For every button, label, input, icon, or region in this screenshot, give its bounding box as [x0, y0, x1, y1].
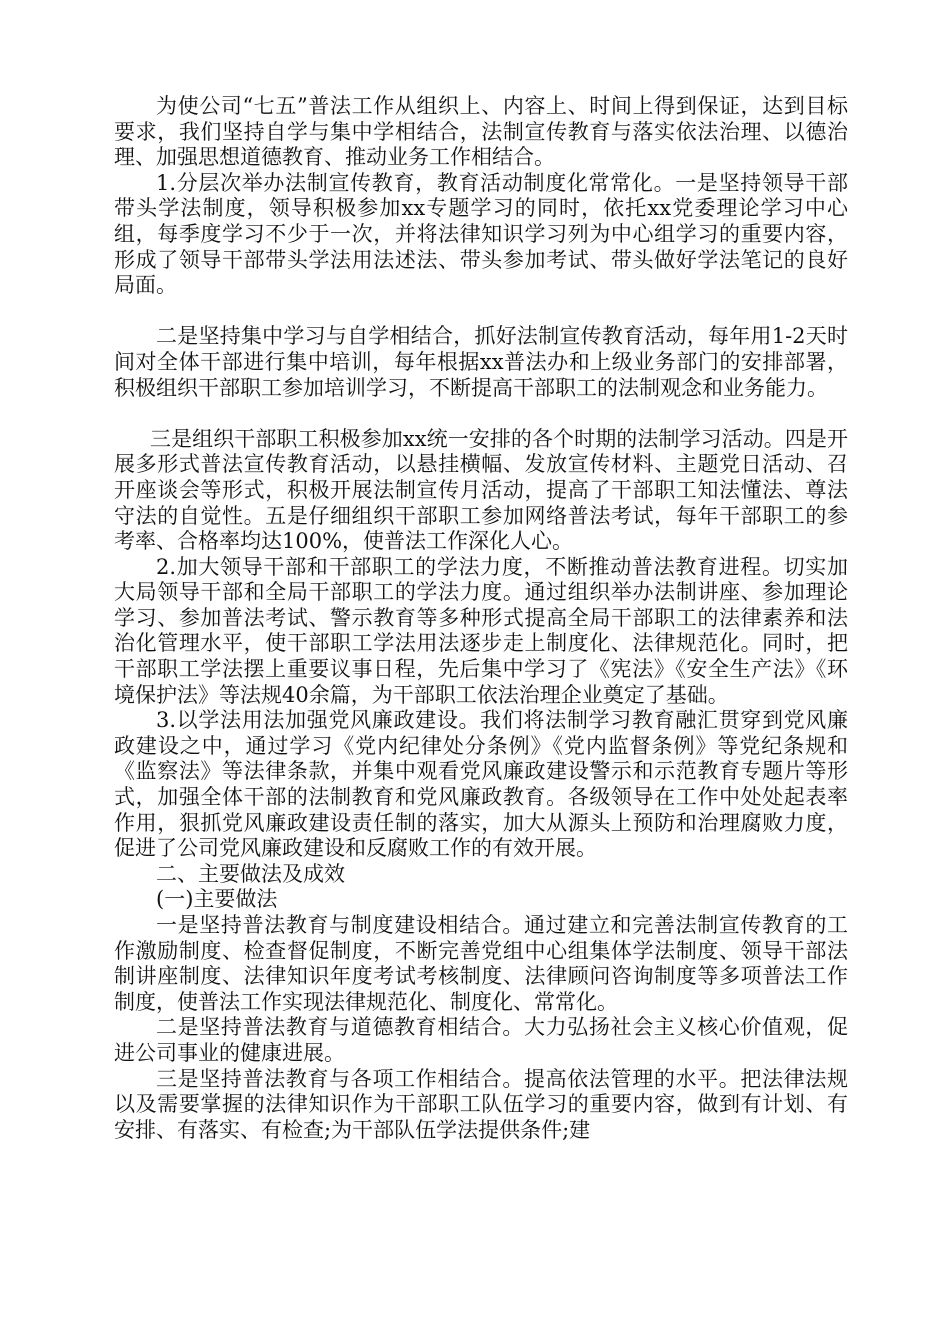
paragraph-intro: 为使公司“七五”普法工作从组织上、内容上、时间上得到保证，达到目标要求，我们坚持自学与集中学相结合，法制宣传教育与落实依法治理、以德治理、加强思想道德教育、推动业务工作相结合。	[114, 94, 848, 170]
paragraph-practice-2: 二是坚持普法教育与道德教育相结合。大力弘扬社会主义核心价值观，促进公司事业的健康进展。	[114, 1015, 848, 1065]
paragraph-practice-3: 三是坚持普法教育与各项工作相结合。提高依法管理的水平。把法律法规以及需要掌握的法律知识作为干部职工队伍学习的重要内容，做到有计划、有安排、有落实、有检查;为干部队伍学法提供条件;建	[114, 1066, 848, 1142]
subsection-heading: (一)主要做法	[156, 887, 278, 912]
paragraph-item-3: 3.以学法用法加强党风廉政建设。我们将法制学习教育融汇贯穿到党风廉政建设之中，通过学习《党内纪律处分条例》《党内监督条例》等党纪条规和《监察法》等法律条款，并集中观看党风廉政建设警示和示范教育专题片等形式，加强全体干部的法制教育和党风廉政教育。各级领导在工作中处处起表率作用，狠抓党风廉政建设责任制的落实，加大从源头上预防和治理腐败力度，促进了公司党风廉政建设和反腐败工作的有效开展。	[114, 708, 848, 861]
section-heading: 二、主要做法及成效	[156, 861, 345, 886]
paragraph-practice-1: 一是坚持普法教育与制度建设相结合。通过建立和完善法制宣传教育的工作激励制度、检查督促制度，不断完善党组中心组集体学法制度、领导干部法制讲座制度、法律知识年度考试考核制度、法律顾问咨询制度等多项普法工作制度，使普法工作实现法律规范化、制度化、常常化。	[114, 913, 848, 1014]
paragraph-third-point: 三是组织干部职工积极参加xx统一安排的各个时期的法制学习活动。四是开展多形式普法宣传教育活动，以悬挂横幅、发放宣传材料、主题党日活动、召开座谈会等形式，积极开展法制宣传月活动，提高了干部职工知法懂法、尊法守法的自觉性。五是仔细组织干部职工参加网络普法考试，每年干部职工的参考率、合格率均达100%，使普法工作深化人心。	[114, 426, 848, 554]
paragraph-item-2: 2.加大领导干部和干部职工的学法力度，不断推动普法教育进程。切实加大局领导干部和全局干部职工的学法力度。通过组织举办法制讲座、参加理论学习、参加普法考试、警示教育等多种形式提高全局干部职工的法律素养和法治化管理水平，使干部职工学法用法逐步走上制度化、法律规范化。同时，把干部职工学法摆上重要议事日程，先后集中学习了《宪法》《安全生产法》《环境保护法》等法规40余篇，为干部职工依法治理企业奠定了基础。	[114, 554, 848, 707]
paragraph-second-point: 二是坚持集中学习与自学相结合，抓好法制宣传教育活动，每年用1-2天时间对全体干部进行集中培训，每年根据xx普法办和上级业务部门的安排部署，积极组织干部职工参加培训学习，不断提高干部职工的法制观念和业务能力。	[114, 324, 848, 400]
document-page	[114, 94, 848, 1143]
paragraph-item-1: 1.分层次举办法制宣传教育，教育活动制度化常常化。一是坚持领导干部带头学法制度，领导积极参加xx专题学习的同时，依托xx党委理论学习中心组，每季度学习不少于一次，并将法律知识学习列为中心组学习的重要内容，形成了领导干部带头学法用法述法、带头参加考试、带头做好学法笔记的良好局面。	[114, 170, 848, 298]
